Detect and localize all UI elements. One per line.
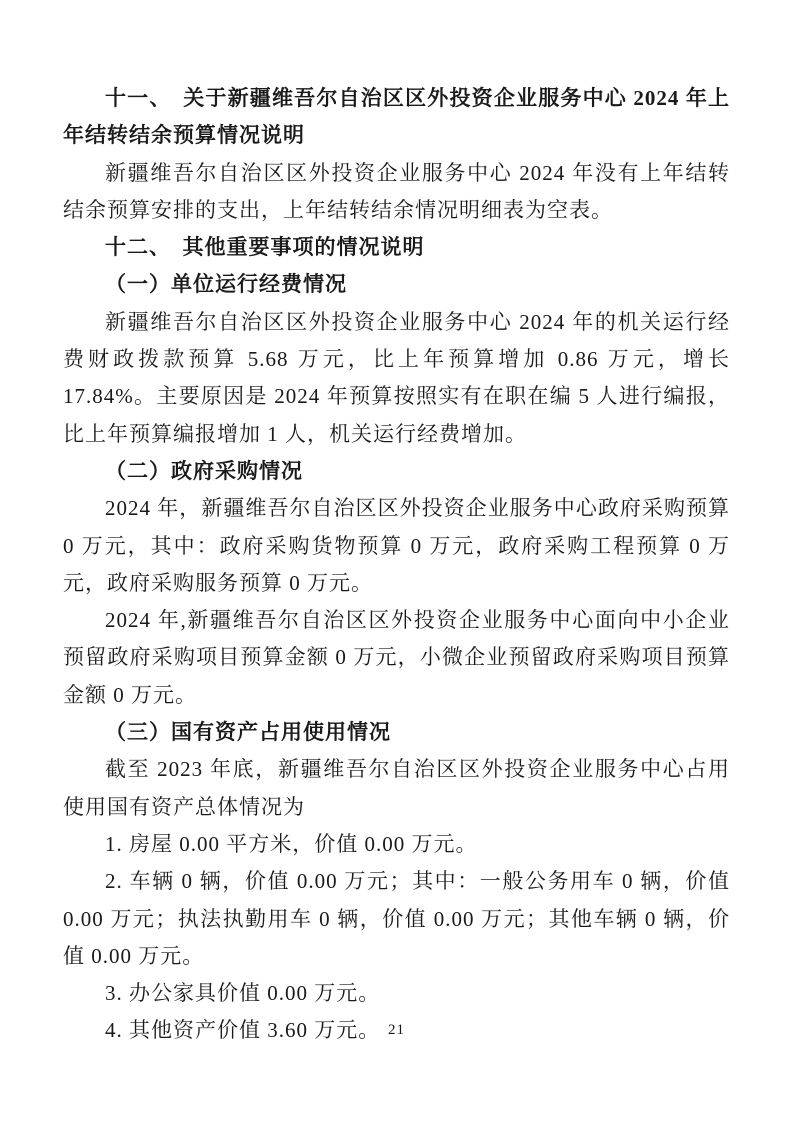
list-item-vehicles: 2. 车辆 0 辆，价值 0.00 万元；其中：一般公务用车 0 辆，价值 0.00 万元；执法执勤用车 0 辆，价值 0.00 万元；其他车辆 0 辆，价值 0.00 万元。 — [63, 869, 730, 968]
subheading-operating-cost: （一）单位运行经费情况 — [105, 272, 347, 297]
section-heading-11: 十一、 关于新疆维吾尔自治区区外投资企业服务中心 2024 年上年结转结余预算情况说明 — [63, 86, 730, 148]
subheading-procurement: （二）政府采购情况 — [105, 458, 303, 483]
subheading-state-assets: （三）国有资产占用使用情况 — [105, 720, 391, 745]
paragraph-operating-cost: 新疆维吾尔自治区区外投资企业服务中心 2024 年的机关运行经费财政拨款预算 5.68 万元，比上年预算增加 0.86 万元，增长 17.84%。主要原因是 2024 年预算按照实有在职在编 5 人进行编报，比上年预算编报增加 1 人，机关运行经费增加。 — [63, 309, 730, 446]
paragraph-procurement-1: 2024 年，新疆维吾尔自治区区外投资企业服务中心政府采购预算 0 万元，其中：政府采购货物预算 0 万元，政府采购工程预算 0 万元，政府采购服务预算 0 万元。 — [63, 496, 730, 595]
list-item-housing: 1. 房屋 0.00 平方米，价值 0.00 万元。 — [105, 831, 478, 856]
paragraph-procurement-2: 2024 年,新疆维吾尔自治区区外投资企业服务中心面向中小企业预留政府采购项目预算金额 0 万元，小微企业预留政府采购项目预算金额 0 万元。 — [63, 608, 730, 707]
list-item-other-assets: 4. 其他资产价值 3.60 万元。 — [105, 1018, 381, 1043]
document-body — [63, 80, 730, 1050]
list-item-furniture: 3. 办公家具价值 0.00 万元。 — [105, 981, 381, 1006]
section-heading-12: 十二、 其他重要事项的情况说明 — [105, 235, 425, 260]
paragraph-assets-intro: 截至 2023 年底，新疆维吾尔自治区区外投资企业服务中心占用使用国有资产总体情况为 — [63, 757, 730, 819]
page-number: 21 — [388, 1022, 405, 1038]
paragraph-carryover: 新疆维吾尔自治区区外投资企业服务中心 2024 年没有上年结转结余预算安排的支出，上年结转结余情况明细表为空表。 — [63, 160, 730, 222]
